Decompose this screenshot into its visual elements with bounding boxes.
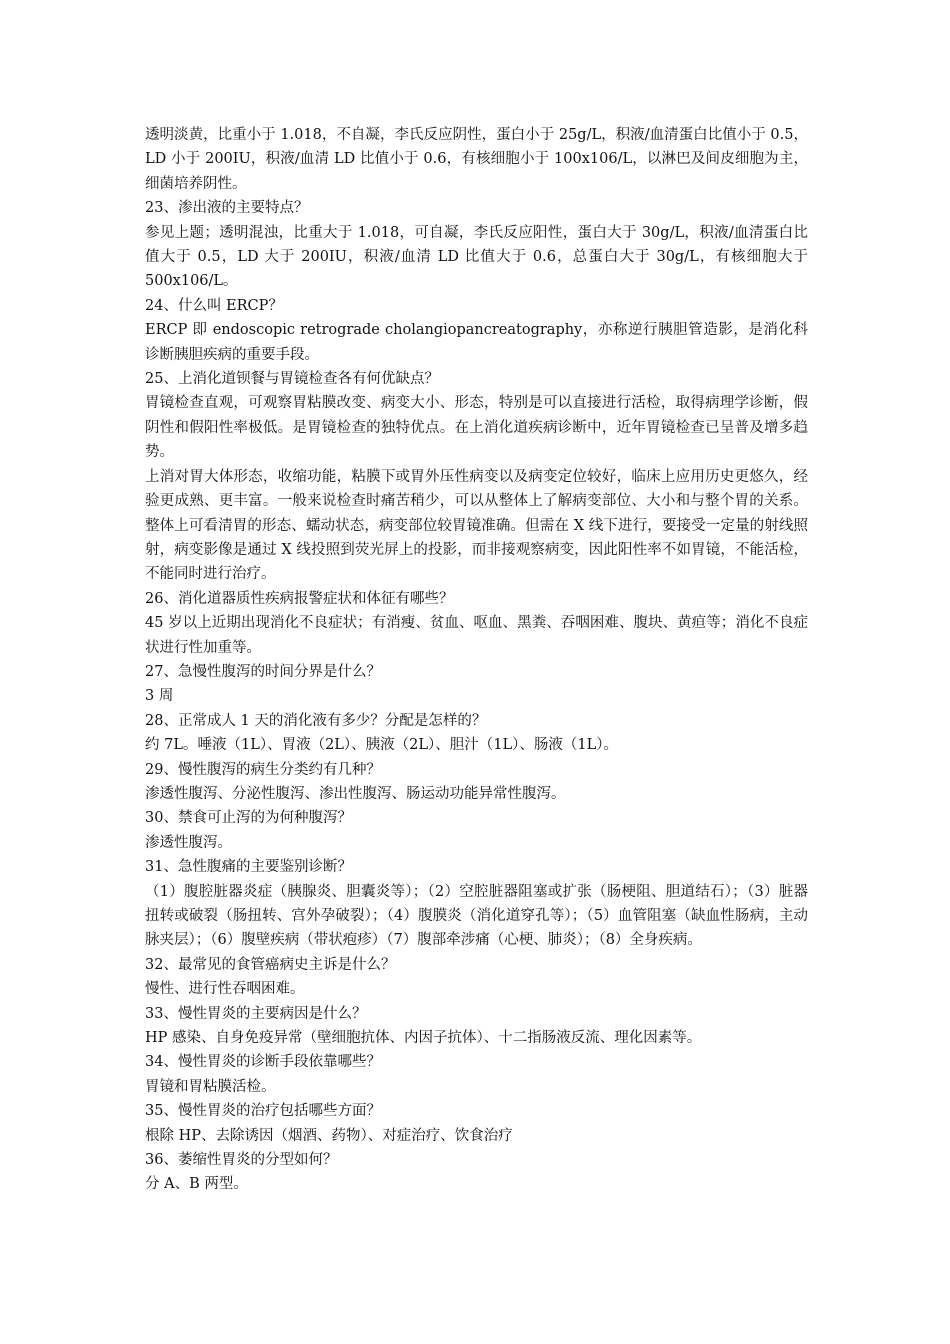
question-33: 33、慢性胃炎的主要病因是什么？	[145, 1005, 367, 1022]
answer-36: 分 A、B 两型。	[145, 1176, 248, 1193]
question-29: 29、慢性腹泻的病生分类约有几种？	[145, 761, 381, 778]
question-27: 27、急慢性腹泻的时间分界是什么？	[145, 663, 381, 680]
answer-34: 胃镜和胃粘膜活检。	[145, 1078, 276, 1095]
answer-27: 3 周	[145, 688, 174, 705]
question-31: 31、急性腹痛的主要鉴别诊断？	[145, 859, 352, 876]
answer-25-barium: 上消对胃大体形态，收缩功能，粘膜下或胃外压性病变以及病变定位较好，临床上应用历史更悠久，经验更成熟、更丰富。一般来说检查时痛苦稍少，可以从整体上了解病变部位、大小和与整个胃的关系。整体上可看清胃的形态、蠕动状态，病变部位较胃镜准确。但需在 X 线下进行，要接受一定量的射线照射，病变影像是通过 X 线投照到荧光屏上的投影，而非接观察病变，因此阳性率不如胃镜，不能活检，不能同时进行治疗。	[145, 468, 808, 583]
answer-29: 渗透性腹泻、分泌性腹泻、渗出性腹泻、肠运动功能异常性腹泻。	[145, 785, 566, 802]
question-25: 25、上消化道钡餐与胃镜检查各有何优缺点？	[145, 371, 439, 388]
answer-24: ERCP 即 endoscopic retrograde cholangiopancreatography，亦称逆行胰胆管造影，是消化科诊断胰胆疾病的重要手段。	[145, 322, 808, 363]
question-28: 28、正常成人 1 天的消化液有多少？分配是怎样的？	[145, 712, 487, 729]
answer-25-gastroscopy: 胃镜检查直观，可观察胃粘膜改变、病变大小、形态，特别是可以直接进行活检，取得病理学诊断，假阴性和假阳性率极低。是胃镜检查的独特优点。在上消化道疾病诊断中，近年胃镜检查已呈普及增多趋势。	[145, 395, 808, 461]
question-34: 34、慢性胃炎的诊断手段依靠哪些？	[145, 1054, 381, 1071]
question-23: 23、渗出液的主要特点？	[145, 200, 309, 217]
paragraph-22-answer: 透明淡黄，比重小于 1.018，不自凝，李氏反应阴性，蛋白小于 25g/L，积液/血清蛋白比值小于 0.5，LD 小于 200IU，积液/血清 LD 比值小于 0.6，有核细胞小于 100x106/L，以淋巴及间皮细胞为主，细菌培养阴性。	[145, 127, 808, 192]
answer-35: 根除 HP、去除诱因（烟酒、药物）、对症治疗、饮食治疗	[145, 1127, 513, 1144]
question-32: 32、最常见的食管癌病史主诉是什么？	[145, 956, 396, 973]
answer-31: （1）腹腔脏器炎症（胰腺炎、胆囊炎等）；（2）空腔脏器阻塞或扩张（肠梗阻、胆道结石）；（3）脏器扭转或破裂（肠扭转、宫外孕破裂）；（4）腹膜炎（消化道穿孔等）；（5）血管阻塞（缺血性肠病，主动脉夹层）；（6）腹壁疾病（带状疱疹）（7）腹部牵涉痛（心梗、肺炎）；（8）全身疾病。	[145, 883, 808, 949]
answer-33: HP 感染、自身免疫异常（壁细胞抗体、内因子抗体）、十二指肠液反流、理化因素等。	[145, 1030, 702, 1047]
question-26: 26、消化道器质性疾病报警症状和体征有哪些？	[145, 590, 454, 607]
answer-32: 慢性、进行性吞咽困难。	[145, 981, 305, 998]
document-body	[145, 123, 808, 1197]
question-36: 36、萎缩性胃炎的分型如何？	[145, 1152, 338, 1169]
answer-23: 参见上题；透明混浊，比重大于 1.018，可自凝，李氏反应阳性，蛋白大于 30g/L，积液/血清蛋白比值大于 0.5，LD 大于 200IU，积液/血清 LD 比值大于 0.6，总蛋白大于 30g/L，有核细胞大于 500x106/L。	[145, 224, 808, 290]
question-24: 24、什么叫 ERCP？	[145, 297, 283, 314]
answer-26: 45 岁以上近期出现消化不良症状；有消瘦、贫血、呕血、黑粪、吞咽困难、腹块、黄疸等；消化不良症状进行性加重等。	[145, 615, 808, 656]
question-35: 35、慢性胃炎的治疗包括哪些方面？	[145, 1103, 381, 1120]
answer-28: 约 7L。唾液（1L）、胃液（2L）、胰液（2L）、胆汁（1L）、肠液（1L）。	[145, 737, 618, 754]
answer-30: 渗透性腹泻。	[145, 834, 232, 851]
question-30: 30、禁食可止泻的为何种腹泻？	[145, 810, 352, 827]
